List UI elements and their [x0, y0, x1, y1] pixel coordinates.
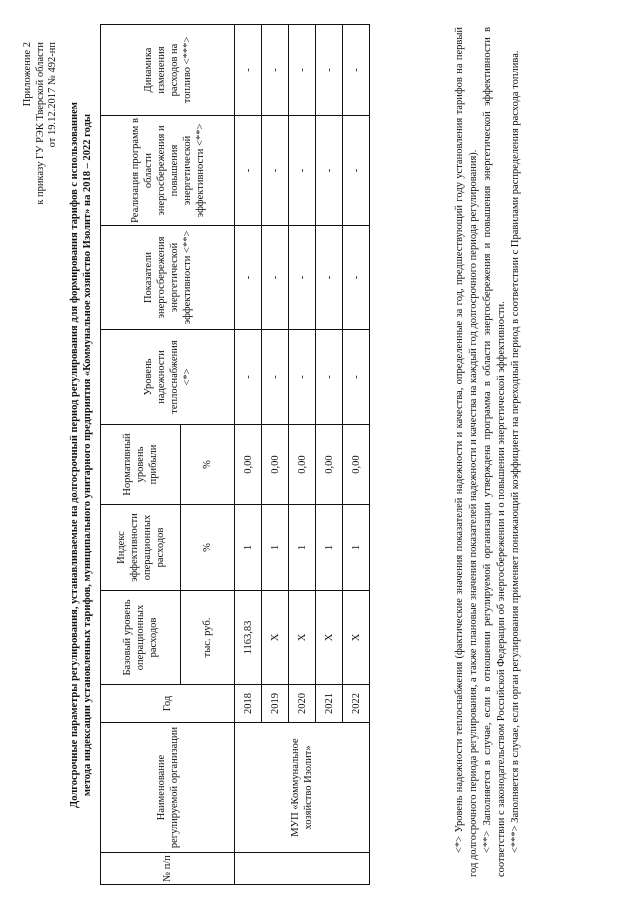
base-cell: Х	[262, 591, 289, 685]
reliability-cell: -	[262, 330, 289, 425]
appendix-line3: от 19.12.2017 № 492-нп	[47, 42, 58, 148]
index-cell: 1	[343, 505, 370, 591]
dynamics-cell: -	[343, 25, 370, 116]
org-cell: МУП «Коммунальное хозяйство Изолит»	[235, 723, 370, 853]
dynamics-cell: -	[235, 25, 262, 116]
header-energy: Показатели энергосбережения энергетической эффективности <**>	[101, 226, 235, 330]
base-cell: 1163,83	[235, 591, 262, 685]
programs-cell: -	[262, 116, 289, 226]
dynamics-cell: -	[289, 25, 316, 116]
programs-cell: -	[343, 116, 370, 226]
footnote-1: <*> Уровень надежности теплоснабжения (фактические значения показателей надежности и качества, определенные за год, предшествующий году установления тарифов на первый год долгосрочного периода регулирования, а также плановые значения показателей надежности и качества на каждый год долгосрочного периода регулирования).	[454, 27, 479, 877]
index-cell: 1	[262, 505, 289, 591]
table-row	[235, 25, 262, 885]
reliability-cell: -	[235, 330, 262, 425]
index-cell: 1	[289, 505, 316, 591]
title-line1: Долгосрочные параметры регулирования, устанавливаемые на долгосрочный период регулирования для формирования тарифов с использованием	[69, 102, 80, 808]
header-year: Год	[101, 685, 235, 723]
footnotes	[453, 27, 523, 877]
base-cell: Х	[316, 591, 343, 685]
profit-cell: 0,00	[316, 425, 343, 505]
reliability-cell: -	[316, 330, 343, 425]
profit-cell: 0,00	[262, 425, 289, 505]
header-row	[101, 25, 181, 885]
unit-base: тыс. руб.	[181, 591, 235, 685]
header-reliability: Уровень надежности теплоснабжения <*>	[101, 330, 235, 425]
profit-cell: 0,00	[289, 425, 316, 505]
header-index: Индекс эффективности операционных расходов	[101, 505, 181, 591]
index-cell: 1	[235, 505, 262, 591]
unit-profit: %	[181, 425, 235, 505]
base-cell: Х	[289, 591, 316, 685]
dynamics-cell: -	[316, 25, 343, 116]
header-dynamics: Динамика изменения расходов на топливо <***>	[101, 25, 235, 116]
appendix-block	[22, 42, 60, 205]
dynamics-cell: -	[262, 25, 289, 116]
footnote-3: <***> Заполняется в случае, если орган регулирования применяет понижающий коэффициент на переходный период в соответствии с Правилами распределения расхода топлива.	[510, 50, 521, 853]
header-programs: Реализация программ в области энергосбережения и повышения энергетической эффективности <**>	[101, 116, 235, 226]
year-cell: 2018	[235, 685, 262, 723]
year-cell: 2019	[262, 685, 289, 723]
reliability-cell: -	[343, 330, 370, 425]
energy-cell: -	[262, 226, 289, 330]
header-profit: Нормативный уровень прибыли	[101, 425, 181, 505]
energy-cell: -	[316, 226, 343, 330]
num-cell	[235, 853, 370, 885]
reliability-cell: -	[289, 330, 316, 425]
footnote-2: <**> Заполняется в случае, если в отношении регулируемой организации утверждена программа в области энергосбережения и повышения энергетической эффективности в соответствии с законодательством Российской Федерации об энергосбережении и о повышении энергетической эффективности.	[482, 27, 507, 877]
energy-cell: -	[235, 226, 262, 330]
header-num: № п/п	[101, 853, 235, 885]
year-cell: 2022	[343, 685, 370, 723]
appendix-line1: Приложение 2	[22, 42, 33, 107]
programs-cell: -	[289, 116, 316, 226]
document-title	[68, 25, 94, 885]
header-base: Базовый уровень операционных расходов	[101, 591, 181, 685]
parameters-table	[100, 24, 370, 885]
unit-index: %	[181, 505, 235, 591]
year-cell: 2020	[289, 685, 316, 723]
title-line2: метода индексации установленных тарифов, муниципального унитарного предприятия «Коммунальное хозяйство Изолит» на 2018 – 2022 годы	[82, 113, 93, 797]
profit-cell: 0,00	[343, 425, 370, 505]
header-org: Наименование регулируемой организации	[101, 723, 235, 853]
programs-cell: -	[316, 116, 343, 226]
energy-cell: -	[343, 226, 370, 330]
profit-cell: 0,00	[235, 425, 262, 505]
programs-cell: -	[235, 116, 262, 226]
base-cell: Х	[343, 591, 370, 685]
appendix-line2: к приказу ГУ РЭК Тверской области	[34, 42, 46, 205]
year-cell: 2021	[316, 685, 343, 723]
index-cell: 1	[316, 505, 343, 591]
energy-cell: -	[289, 226, 316, 330]
